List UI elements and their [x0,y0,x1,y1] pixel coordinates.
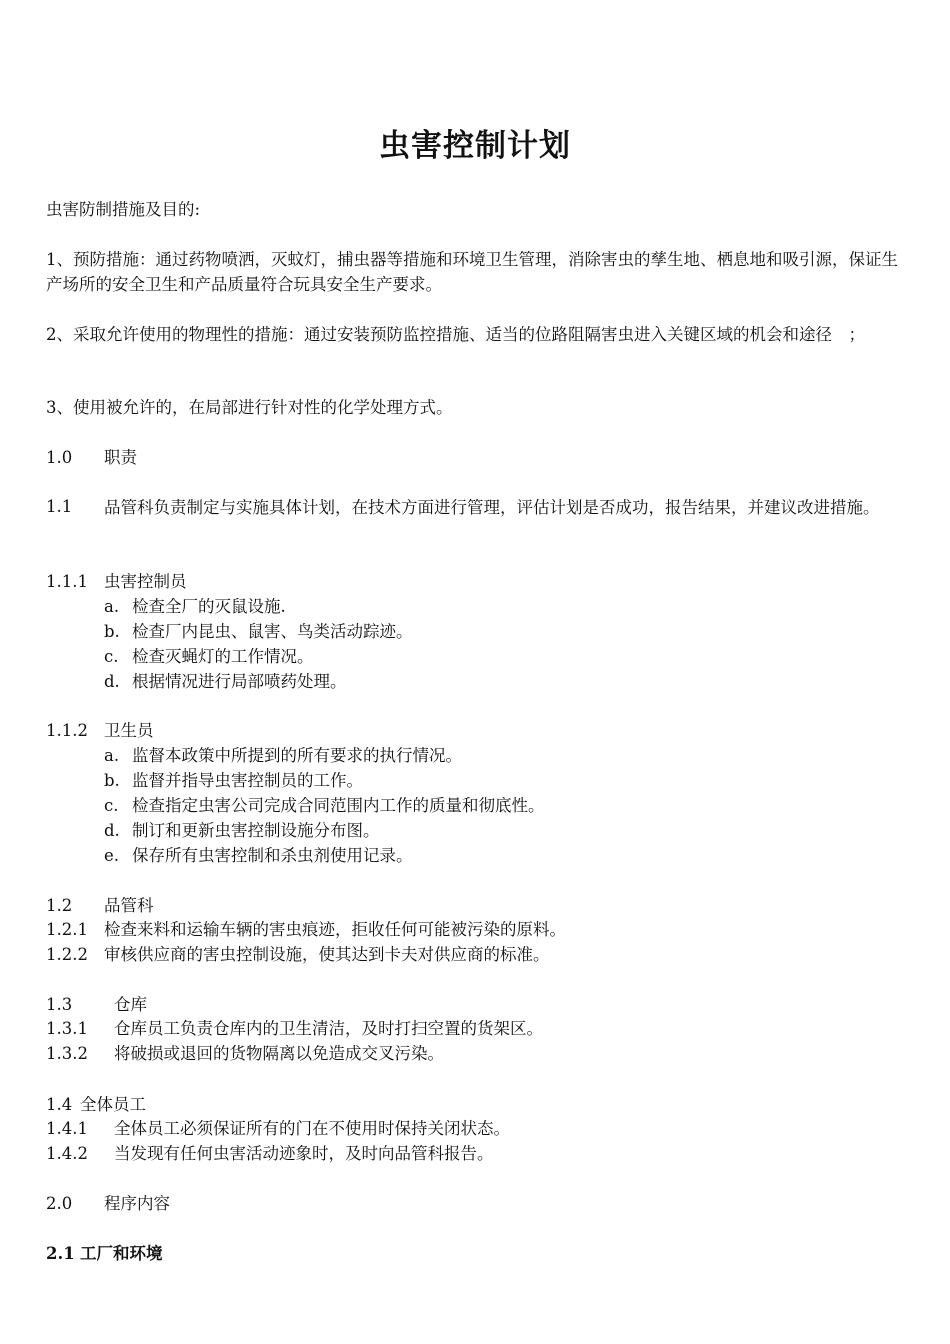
list-letter: b. [104,771,120,790]
list-item [104,670,347,694]
list-letter: d. [104,672,120,691]
section-number: 1.3 [46,995,73,1014]
section-heading: 程序内容 [104,1194,170,1213]
list-item [104,794,545,818]
section-number: 1.4.1 [46,1119,88,1138]
section-number: 1.0 [46,448,73,467]
list-item [104,645,314,669]
section-1-1-1 [46,570,187,594]
list-text: 保存所有虫害控制和杀虫剂使用记录。 [132,846,413,865]
section-number: 1.4 [46,1095,73,1114]
list-letter: b. [104,622,120,641]
list-item [104,620,413,644]
section-1-4-2 [46,1142,494,1166]
section-heading: 职责 [104,448,137,467]
section-number: 1.3.1 [46,1019,88,1038]
section-1-1-2 [46,719,154,743]
section-number: 1.3.2 [46,1044,88,1063]
section-1-3-1 [46,1017,543,1041]
list-text: 检查指定虫害公司完成合同范围内工作的质量和彻底性。 [132,796,545,815]
section-1-1-number: 1.1 [46,497,73,516]
list-text: 检查厂内昆虫、鼠害、鸟类活动踪迹。 [132,622,413,641]
section-number: 2.0 [46,1194,73,1213]
section-text: 全体员工必须保证所有的门在不使用时保持关闭状态。 [114,1119,510,1138]
section-2-0 [46,1192,170,1216]
list-item [104,819,380,843]
section-heading: 品管科 [104,896,154,915]
list-text: 监督本政策中所提到的所有要求的执行情况。 [132,746,462,765]
section-number: 1.2.2 [46,945,88,964]
list-letter: d. [104,821,120,840]
section-1-4 [46,1093,146,1117]
list-text: 检查全厂的灭鼠设施. [132,597,286,616]
list-text: 根据情况进行局部喷药处理。 [132,672,347,691]
intro-text: 虫害防制措施及目的: [46,200,201,219]
measure-3: 3、使用被允许的，在局部进行针对性的化学处理方式。 [46,398,453,417]
section-2-1 [46,1242,163,1266]
section-1-2-1 [46,918,566,942]
list-item [104,844,413,868]
section-number: 1.2 [46,896,73,915]
section-number: 1.2.1 [46,920,88,939]
section-text: 将破损或退回的货物隔离以免造成交叉污染。 [114,1044,444,1063]
list-letter: c. [104,647,119,666]
list-item [104,595,286,619]
section-1-4-1 [46,1117,510,1141]
section-text: 检查来料和运输车辆的害虫痕迹，拒收任何可能被污染的原料。 [104,920,566,939]
list-letter: c. [104,796,119,815]
measure-1: 1、预防措施：通过药物喷洒，灭蚊灯，捕虫器等措施和环境卫生管理，消除害虫的孳生地、栖息地和吸引源，保证生产场所的安全卫生和产品质量符合玩具安全生产要求。 [46,250,898,294]
list-item [104,769,363,793]
section-heading: 工厂和环境 [80,1244,163,1263]
section-1-3 [46,993,147,1017]
section-number: 1.1.2 [46,721,88,740]
section-number: 1.1.1 [46,572,88,591]
list-text: 检查灭蝇灯的工作情况。 [132,647,314,666]
section-1-1-text: 品管科负责制定与实施具体计划，在技术方面进行管理，评估计划是否成功，报告结果，并建议改进措施。 [104,498,880,517]
list-item [104,744,462,768]
section-text: 仓库员工负责仓库内的卫生清洁，及时打扫空置的货架区。 [114,1019,543,1038]
list-text: 监督并指导虫害控制员的工作。 [132,771,363,790]
section-1-3-2 [46,1042,444,1066]
list-letter: a. [104,746,120,765]
section-1-2 [46,894,154,918]
section-heading: 仓库 [114,995,147,1014]
section-1-2-2 [46,943,550,967]
section-heading: 卫生员 [104,721,154,740]
section-heading: 全体员工 [80,1095,146,1114]
list-letter: a. [104,597,120,616]
section-number: 2.1 [46,1244,75,1263]
section-text: 审核供应商的害虫控制设施，使其达到卡夫对供应商的标准。 [104,945,550,964]
measure-2: 2、采取允许使用的物理性的措施：通过安装预防监控措施、适当的位路阻隔害虫进入关键区域的机会和途径 ； [46,325,865,344]
page-title: 虫害控制计划 [379,128,571,164]
section-1-0 [46,446,137,470]
section-text: 当发现有任何虫害活动迹象时，及时向品管科报告。 [114,1144,494,1163]
section-number: 1.4.2 [46,1144,88,1163]
list-letter: e. [104,846,120,865]
list-text: 制订和更新虫害控制设施分布图。 [132,821,380,840]
section-heading: 虫害控制员 [104,572,187,591]
